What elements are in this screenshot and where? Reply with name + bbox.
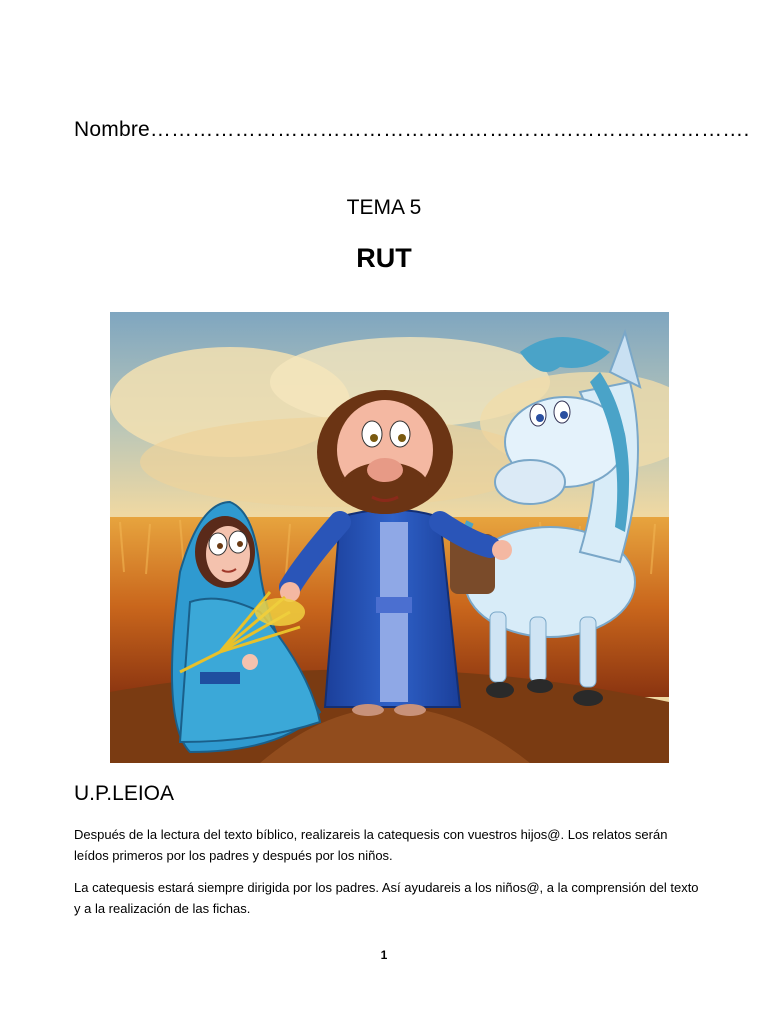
- instructions-paragraph-1: Después de la lectura del texto bíblico, realizareis la catequesis con vuestros hijos@. Los relatos serán leídos primeros por los padres y después por los niños.: [74, 827, 668, 863]
- story-illustration: [110, 312, 669, 763]
- page-title: RUT: [356, 243, 412, 273]
- instructions-paragraph-2: La catequesis estará siempre dirigida por los padres. Así ayudareis a los niños@, a la comprensión del texto y a la realización de las fichas.: [74, 880, 699, 916]
- name-field-line: Nombre………………………………………………………………………….: [74, 118, 750, 141]
- topic-heading: TEMA 5: [346, 196, 422, 219]
- ruth-boaz-donkey-wheatfield-illustration: [110, 312, 669, 763]
- organization-name: U.P.LEIOA: [74, 782, 174, 805]
- page-number: 1: [380, 948, 388, 962]
